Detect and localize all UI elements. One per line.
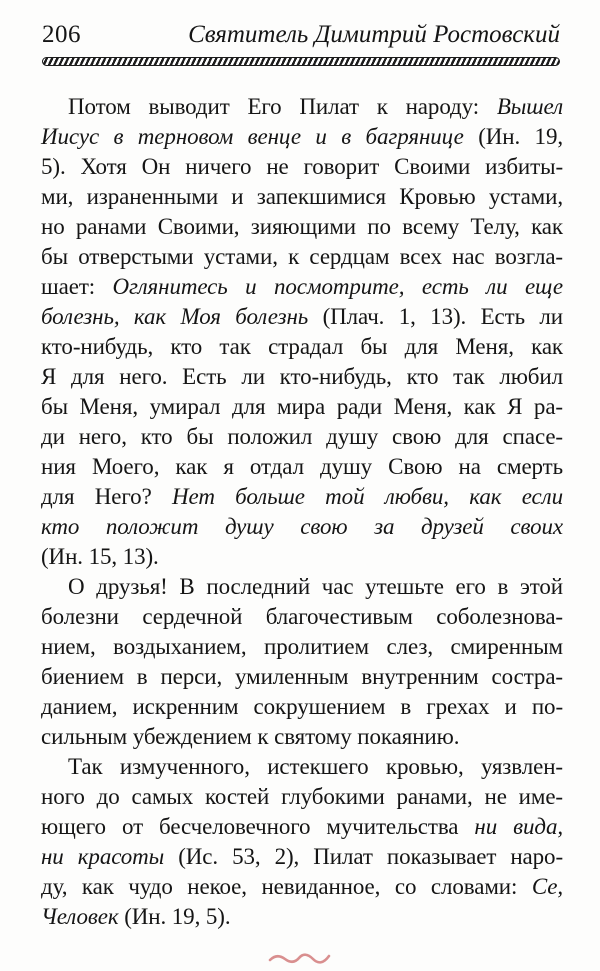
text-line: ди него, кто бы положил душу свою для спасе- bbox=[41, 424, 563, 449]
text-line: болезнь, как Моя болезнь (Плач. 1, 13). Есть ли bbox=[41, 304, 564, 329]
text-line: но ранами Своими, зияющими по всему Телу, как bbox=[41, 214, 563, 239]
text-line: 5). Хотя Он ничего не говорит Своими избиты- bbox=[41, 154, 563, 179]
text-line: ни красоты (Ис. 53, 2), Пилат показывает наро- bbox=[41, 844, 563, 869]
text-line: Так измученного, истекшего кровью, уязвлен- bbox=[68, 754, 563, 779]
paragraph bbox=[41, 572, 563, 752]
text-line: ющего от бесчеловечного мучительства ни вида, bbox=[41, 814, 563, 839]
text-line: болезни сердечной благочестивым соболезнова- bbox=[41, 604, 563, 629]
text-line: ду, как чудо некое, невиданное, со словами: Се, bbox=[41, 874, 563, 899]
text-line: ния Моего, как я отдал душу Свою на смерть bbox=[41, 454, 563, 479]
text-line: биением в перси, умиленным внутренним состра- bbox=[41, 664, 563, 689]
text-line: ми, израненными и запекшимися Кровью устами, bbox=[41, 184, 563, 209]
text-line: Человек (Ин. 19, 5). bbox=[41, 904, 231, 929]
text-line: кто положит душу свою за друзей своих bbox=[41, 514, 563, 539]
running-title: Святитель Димитрий Ростовский bbox=[188, 21, 560, 48]
text-line: кто-нибудь, кто так страдал бы для Меня, как bbox=[41, 334, 563, 359]
text-line: нием, воздыханием, пролитием слез, смиренным bbox=[41, 634, 563, 659]
text-line: сильным убеждением к святому покаянию. bbox=[41, 724, 460, 749]
text-line: ного до самых костей глубокими ранами, не име- bbox=[41, 784, 563, 809]
text-line: Я для него. Есть ли кто-нибудь, кто так любил bbox=[41, 364, 563, 389]
page-number: 206 bbox=[42, 21, 81, 48]
text-line: Иисус в терновом венце и в багрянице (Ин. 19, bbox=[41, 124, 563, 149]
paragraph bbox=[41, 92, 563, 572]
text-line: для Него? Нет больше той любви, как если bbox=[41, 484, 563, 509]
text-line: О друзья! В последний час утешьте его в этой bbox=[68, 574, 563, 599]
page-header bbox=[42, 20, 560, 50]
tailpiece-ornament bbox=[268, 951, 332, 965]
text-line: (Ин. 15, 13). bbox=[41, 544, 159, 569]
text-line: шает: Оглянитесь и посмотрите, есть ли еще bbox=[41, 274, 563, 299]
text-line: Потом выводит Его Пилат к народу: Вышел bbox=[68, 94, 563, 119]
text-line: данием, искренним сокрушением в грехах и по- bbox=[41, 694, 563, 719]
text-line: бы Меня, умирал для мира ради Меня, как Я ра- bbox=[41, 394, 563, 419]
rope-rule-divider bbox=[42, 57, 560, 66]
text-line: бы отверстыми устами, к сердцам всех нас возгла- bbox=[41, 244, 563, 269]
paragraph bbox=[41, 752, 563, 932]
text-block bbox=[41, 92, 563, 932]
